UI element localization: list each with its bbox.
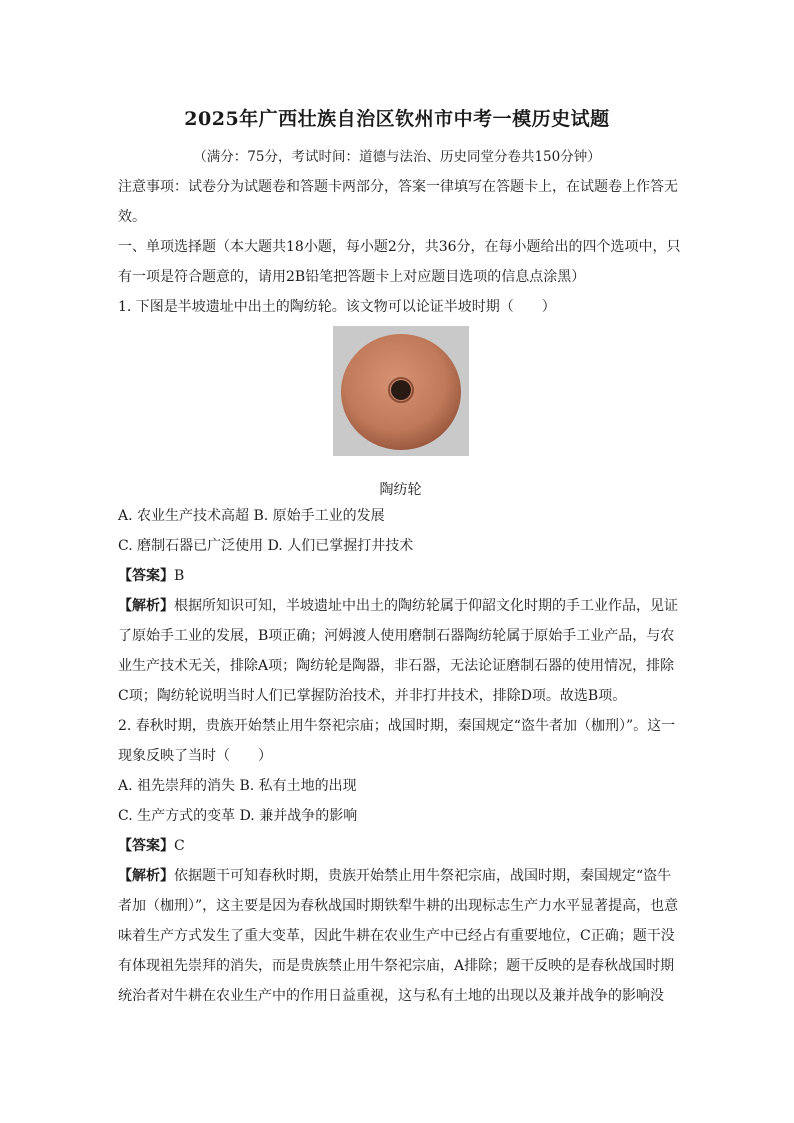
analysis-label: 【解析】 — [118, 598, 174, 614]
spinning-wheel-icon — [333, 326, 469, 456]
question-2-options-ab: A. 祖先崇拜的消失 B. 私有土地的出现 — [118, 778, 357, 794]
question-1-answer — [118, 561, 683, 591]
notice: 注意事项：试卷分为试题卷和答题卡两部分，答案一律填写在答题卡上，在试题卷上作答无效。 — [118, 179, 678, 225]
analysis-text: 根据所知识可知，半坡遗址中出土的陶纺轮属于仰韶文化时期的手工业作品，见证了原始手工业的发展，B项正确；河姆渡人使用磨制石器陶纺轮属于原始手工业产品，与农业生产技术无关，排除A项；陶纺轮是陶器，非石器，无法论证磨制石器的使用情况，排除C项；陶纺轮说明当时人们已掌握防治技术，并非打井技术，排除D项。故选B项。 — [118, 598, 678, 704]
answer-value: B — [174, 568, 185, 584]
question-1-figure — [118, 326, 683, 501]
question-1-analysis — [118, 591, 683, 711]
question-2-analysis — [118, 861, 683, 1011]
question-1-options-cd: C. 磨制石器已广泛使用 D. 人们已掌握打井技术 — [118, 538, 414, 554]
page-title: 2025年广西壮族自治区钦州市中考一模历史试题 — [184, 108, 610, 130]
question-1-options-ab: A. 农业生产技术高超 B. 原始手工业的发展 — [118, 508, 385, 524]
spinning-wheel-photo — [333, 326, 469, 456]
answer-label: 【答案】 — [118, 568, 174, 584]
analysis-text: 依据题干可知春秋时期，贵族开始禁止用牛祭祀宗庙，战国时期，秦国规定“盗牛者加（枷刑）”，这主要是因为春秋战国时期铁犁牛耕的出现标志生产力水平显著提高，也意味着生产方式发生了重大变革，因此牛耕在农业生产中已经占有重要地位，C正确；题干没有体现祖先崇拜的消失，而是贵族禁止用牛祭祀宗庙，A排除；题干反映的是春秋战国时期统治者对牛耕在农业生产中的作用日益重视，这与私有土地的出现以及兼并战争的影响没 — [118, 868, 679, 1004]
analysis-label: 【解析】 — [118, 868, 174, 884]
question-2-options-cd: C. 生产方式的变革 D. 兼并战争的影响 — [118, 808, 358, 824]
figure-caption: 陶纺轮 — [379, 482, 422, 498]
question-2-answer — [118, 831, 683, 861]
answer-label: 【答案】 — [118, 838, 174, 854]
exam-content — [118, 172, 683, 1011]
question-2-stem: 2. 春秋时期，贵族开始禁止用牛祭祀宗庙；战国时期，秦国规定“盗牛者加（枷刑）”。这一现象反映了当时（ ） — [118, 718, 676, 764]
answer-value: C — [174, 838, 185, 854]
exam-subtitle: （满分：75分，考试时间：道德与法治、历史同堂分卷共150分钟） — [193, 149, 601, 165]
section-heading: 一、单项选择题（本大题共18小题，每小题2分，共36分，在每小题给出的四个选项中，只有一项是符合题意的，请用2B铅笔把答题卡上对应题目选项的信息点涂黑） — [118, 239, 681, 285]
question-1-stem: 1. 下图是半坡遗址中出土的陶纺轮。该文物可以论证半坡时期（ ） — [118, 299, 556, 315]
